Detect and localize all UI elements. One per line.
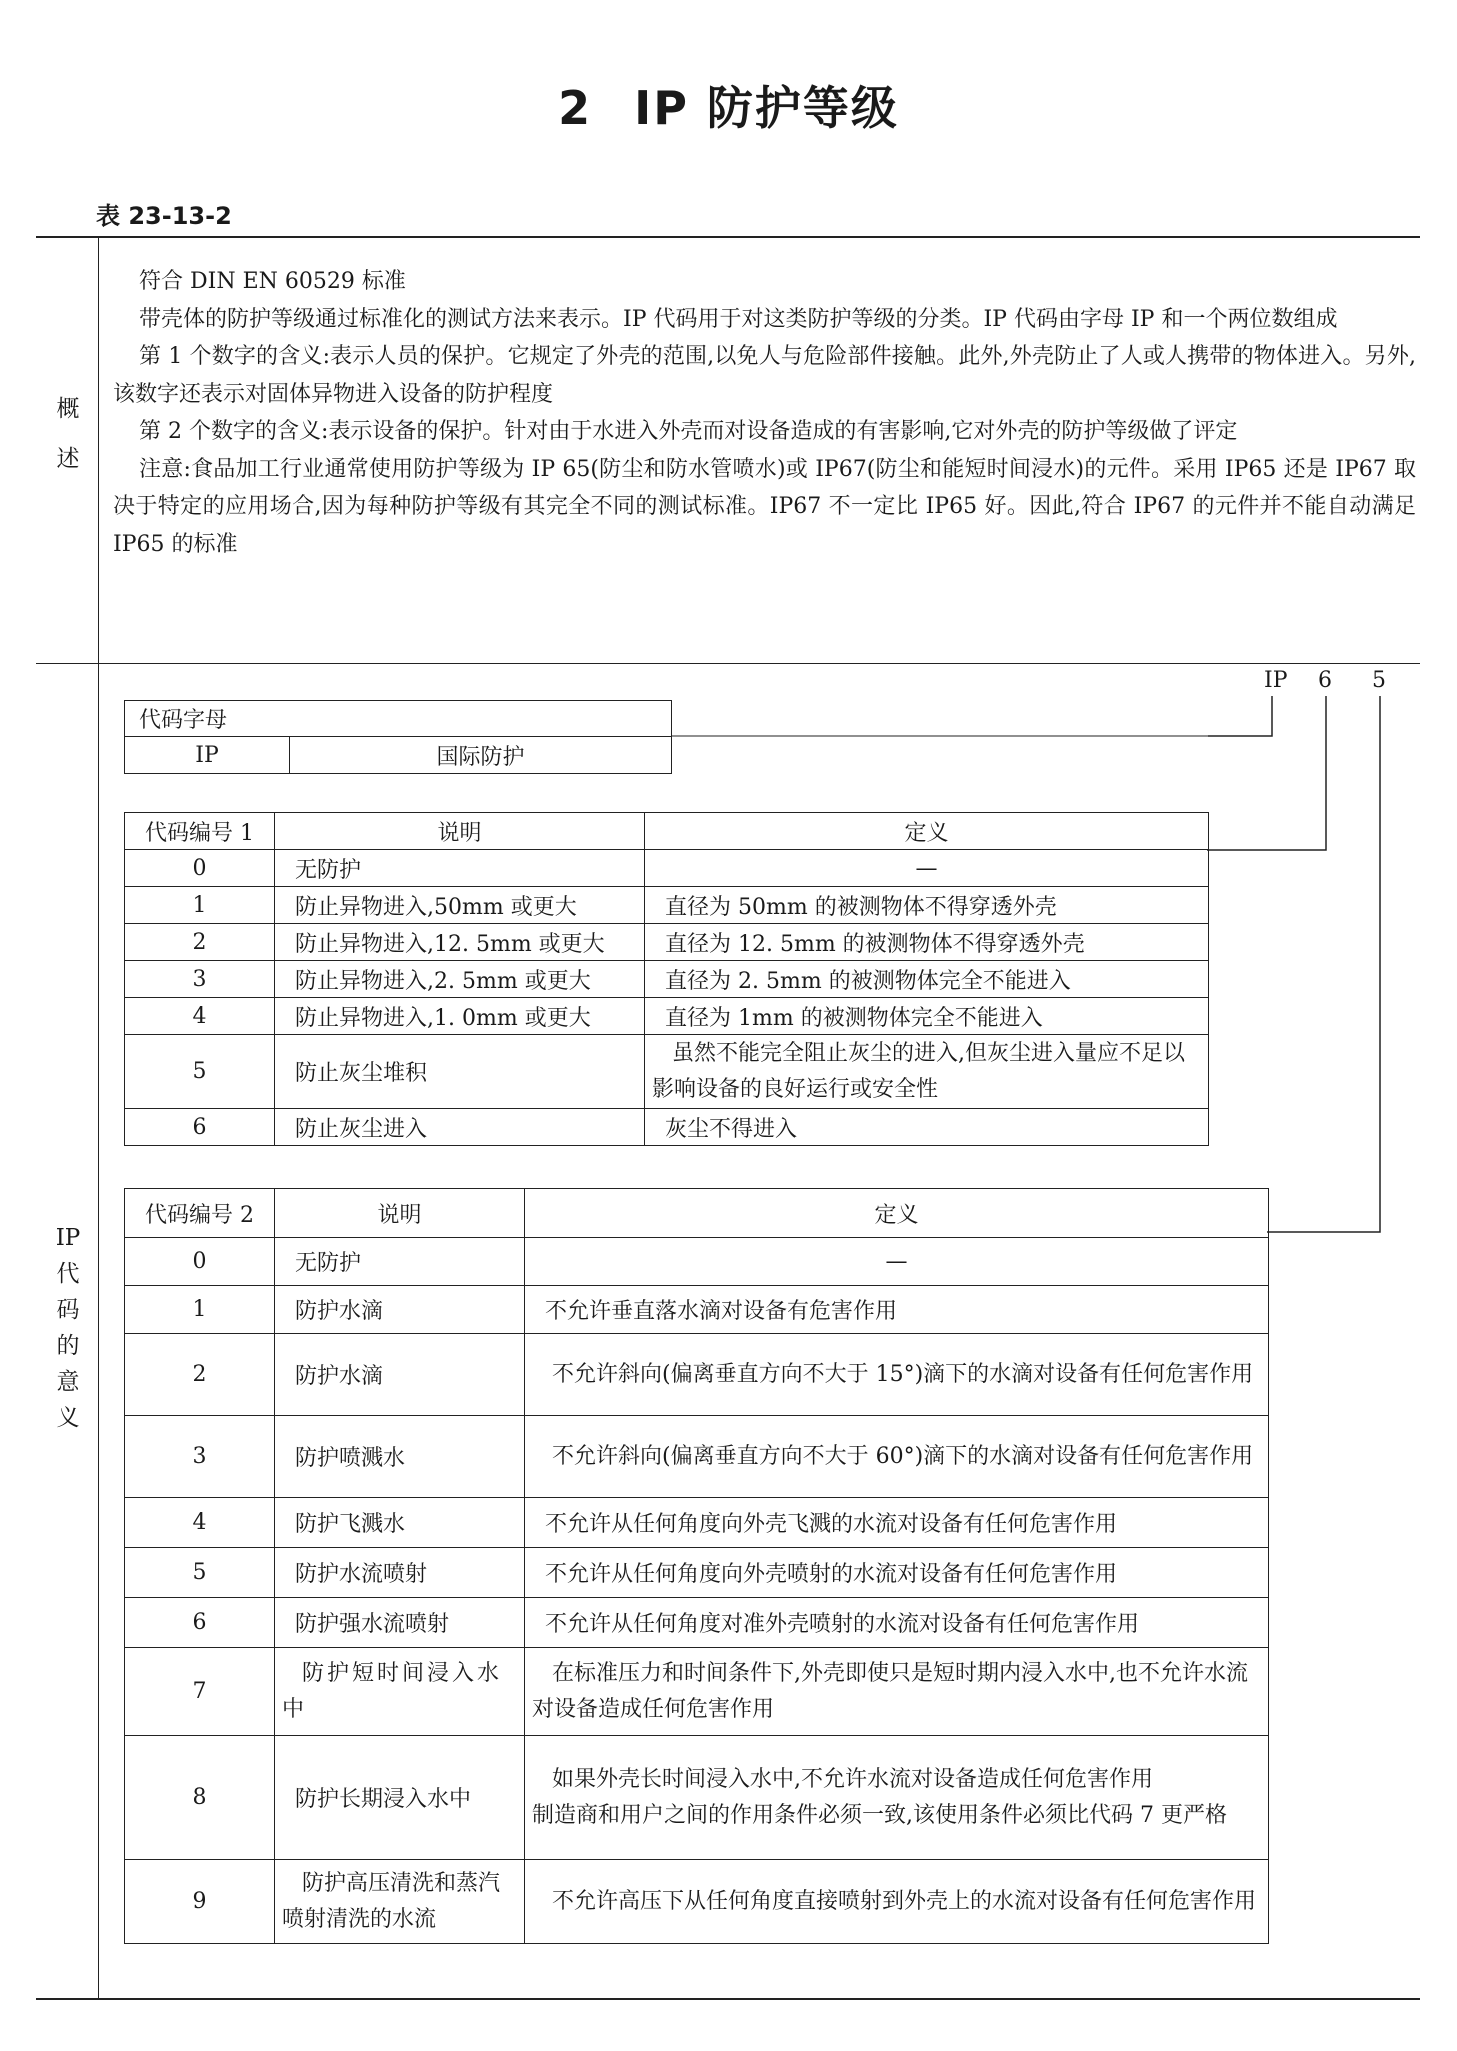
- example-code-digit2: 5: [1372, 668, 1386, 693]
- overview-paragraph: 带壳体的防护等级通过标准化的测试方法来表示。IP 代码用于对这类防护等级的分类。IP 代码由字母 IP 和一个两位数组成: [139, 306, 1338, 332]
- code-letter-header: 代码字母: [125, 701, 672, 737]
- table-row: 8 防护长期浸入水中 如果外壳长时间浸入水中,不允许水流对设备造成任何危害作用 制造商和用户之间的作用条件必须一致,该使用条件必须比代码 7 更严格: [125, 1736, 1269, 1860]
- ip-meaning-side-label: IP 代 码 的 意 义: [55, 1225, 81, 1431]
- table-label: 表 23-13-2: [96, 202, 232, 230]
- table-row: 1 防护水滴 不允许垂直落水滴对设备有危害作用: [125, 1286, 1269, 1334]
- section-title-text: IP 防护等级: [634, 81, 899, 135]
- digit1-header-code: 代码编号 1: [125, 813, 275, 850]
- connector-digit1: [1207, 696, 1326, 850]
- example-code-digit1: 6: [1318, 668, 1332, 693]
- digit1-header-def: 定义: [645, 813, 1209, 850]
- table-row: 0 无防护 —: [125, 1238, 1269, 1286]
- table-row: 6 防止灰尘进入 灰尘不得进入: [125, 1109, 1209, 1146]
- table-row: 4 防护飞溅水 不允许从任何角度向外壳飞溅的水流对设备有任何危害作用: [125, 1498, 1269, 1548]
- connector-digit2: [1267, 696, 1380, 1232]
- overview-side-label: 概 述: [56, 396, 80, 472]
- digit2-header-desc: 说明: [275, 1189, 525, 1238]
- table-row: 6 防护强水流喷射 不允许从任何角度对准外壳喷射的水流对设备有任何危害作用: [125, 1598, 1269, 1648]
- table-row: 3 防止异物进入,2. 5mm 或更大 直径为 2. 5mm 的被测物体完全不能进入: [125, 961, 1209, 998]
- table-row: 7 防护短时间浸入水中 在标准压力和时间条件下,外壳即使只是短时期内浸入水中,也不允许水流对设备造成任何危害作用: [125, 1648, 1269, 1736]
- overview-paragraph: 注意:食品加工行业通常使用防护等级为 IP 65(防尘和防水管喷水)或 IP67(防尘和能短时间浸水)的元件。采用 IP65 还是 IP67 取决于特定的应用场合,因为每种防护等级有其完全不同的测试标准。IP67 不一定比 IP65 好。因此,符合 IP67 的元件并不能自动满足 IP65 的标准: [113, 456, 1416, 557]
- connector-letters: [1208, 696, 1272, 736]
- table-row: 5 防止灰尘堆积 虽然不能完全阻止灰尘的进入,但灰尘进入量应不足以影响设备的良好运行或安全性: [125, 1035, 1209, 1109]
- section-number: 2: [558, 81, 593, 135]
- example-code-letters: IP: [1264, 668, 1288, 693]
- code-letter-cell: IP: [125, 737, 290, 774]
- table-row: 1 防止异物进入,50mm 或更大 直径为 50mm 的被测物体不得穿透外壳: [125, 887, 1209, 924]
- code-letter-table: [124, 700, 672, 774]
- table-row: 2 防护水滴 不允许斜向(偏离垂直方向不大于 15°)滴下的水滴对设备有任何危害作用: [125, 1334, 1269, 1416]
- digit1-table: [124, 812, 1209, 1146]
- overview-paragraph: 第 1 个数字的含义:表示人员的保护。它规定了外壳的范围,以免人与危险部件接触。此外,外壳防止了人或人携带的物体进入。另外,该数字还表示对固体异物进入设备的防护程度: [113, 344, 1416, 407]
- overview-paragraph: 第 2 个数字的含义:表示设备的保护。针对由于水进入外壳而对设备造成的有害影响,它对外壳的防护等级做了评定: [139, 419, 1238, 444]
- table-row: 9 防护高压清洗和蒸汽喷射清洗的水流 不允许高压下从任何角度直接喷射到外壳上的水流对设备有任何危害作用: [125, 1860, 1269, 1944]
- table-row: 4 防止异物进入,1. 0mm 或更大 直径为 1mm 的被测物体完全不能进入: [125, 998, 1209, 1035]
- table-row: 2 防止异物进入,12. 5mm 或更大 直径为 12. 5mm 的被测物体不得穿透外壳: [125, 924, 1209, 961]
- table-row: 0 无防护 —: [125, 850, 1209, 887]
- digit1-header-desc: 说明: [275, 813, 645, 850]
- code-letter-meaning: 国际防护: [290, 737, 672, 774]
- digit2-table: [124, 1188, 1269, 1944]
- overview-paragraph: 符合 DIN EN 60529 标准: [139, 269, 406, 294]
- digit2-header-code: 代码编号 2: [125, 1189, 275, 1238]
- digit2-header-def: 定义: [525, 1189, 1269, 1238]
- table-row: 3 防护喷溅水 不允许斜向(偏离垂直方向不大于 60°)滴下的水滴对设备有任何危害作用: [125, 1416, 1269, 1498]
- table-row: 5 防护水流喷射 不允许从任何角度向外壳喷射的水流对设备有任何危害作用: [125, 1548, 1269, 1598]
